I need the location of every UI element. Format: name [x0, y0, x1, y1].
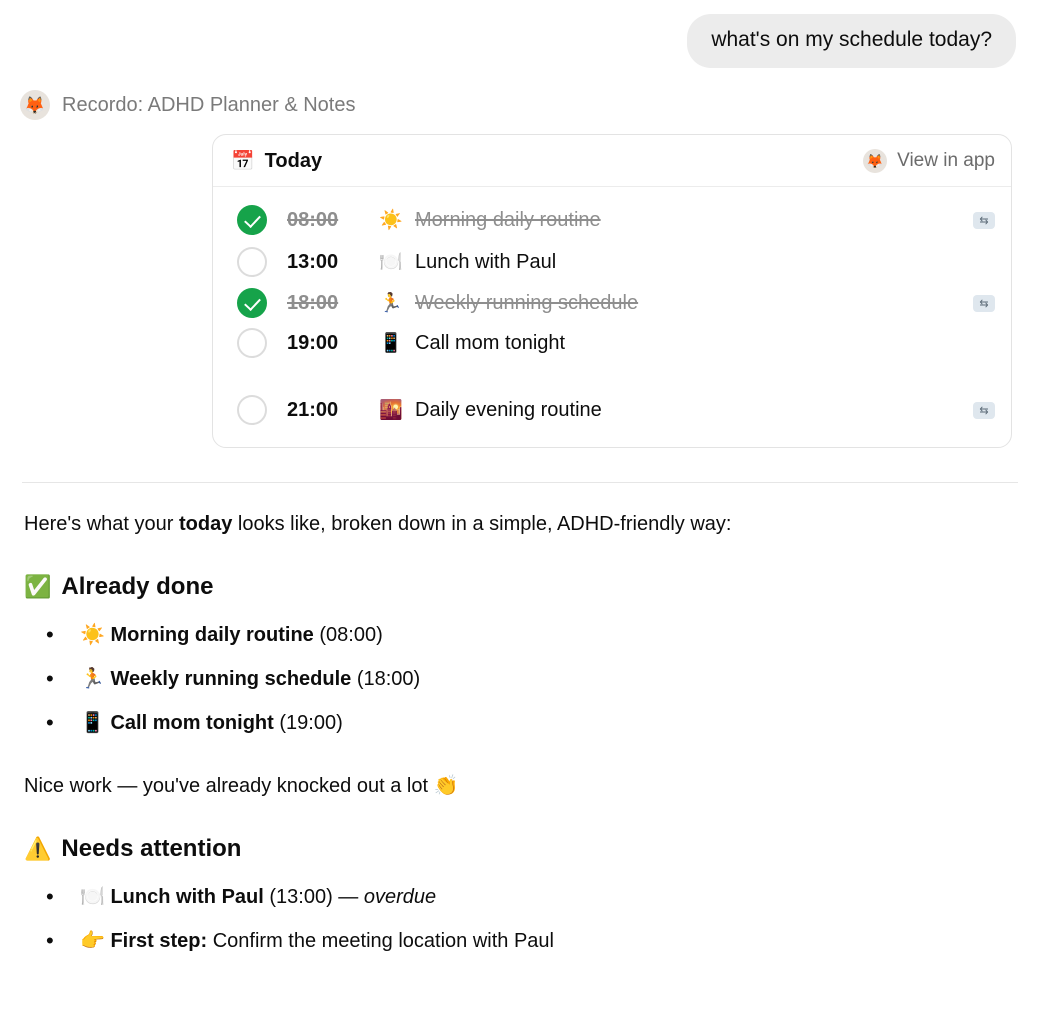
assistant-answer [0, 509, 1040, 963]
task-title: Weekly running schedule [415, 291, 639, 314]
item-time: (13:00) [269, 886, 333, 908]
repeat-icon: ⇆ [973, 212, 995, 229]
task-checkbox[interactable] [237, 328, 267, 358]
task-checkbox[interactable] [237, 395, 267, 425]
section-needs-attention-heading [24, 835, 1016, 863]
view-in-app-button[interactable] [863, 149, 995, 173]
section-title: Already done [61, 573, 214, 600]
task-list [213, 187, 1011, 447]
task-title: Lunch with Paul [415, 250, 557, 273]
item-label: Lunch with Paul [110, 886, 264, 908]
app-avatar-small-icon: 🦊 [863, 149, 887, 173]
status-badge: overdue [363, 886, 437, 908]
check-mark-icon: ✅ [24, 574, 52, 599]
list-item [46, 701, 1016, 745]
item-emoji-icon: ☀️ [80, 624, 105, 646]
item-label: Morning daily routine [110, 624, 314, 646]
repeat-icon: ⇆ [973, 295, 995, 312]
repeat-icon-placeholder [973, 254, 995, 271]
table-row[interactable] [213, 323, 1011, 363]
intro-text-pre: Here's what your [24, 513, 179, 535]
intro-text-post: looks like, broken down in a simple, ADHD-friendly way: [232, 513, 732, 535]
app-name-label: Recordo: ADHD Planner & Notes [62, 93, 356, 116]
section-already-done-heading [24, 573, 1016, 601]
needs-attention-list [24, 875, 1016, 963]
calendar-icon: 📅 [231, 150, 255, 172]
intro-paragraph [24, 509, 1016, 539]
task-checkbox[interactable] [237, 205, 267, 235]
task-title: Daily evening routine [415, 398, 602, 421]
item-emoji-icon: 📱 [80, 712, 105, 734]
warning-icon: ⚠️ [24, 836, 52, 861]
section-title: Needs attention [61, 835, 242, 862]
app-avatar-icon: 🦊 [20, 90, 50, 120]
item-time: (18:00) [356, 668, 421, 690]
item-time: (08:00) [319, 624, 383, 646]
table-row[interactable] [213, 241, 1011, 283]
table-row[interactable] [213, 283, 1011, 323]
item-label: Weekly running schedule [110, 668, 352, 690]
list-item [46, 657, 1016, 701]
list-item [46, 613, 1016, 657]
table-row[interactable] [213, 389, 1011, 431]
list-item [46, 875, 1016, 919]
task-checkbox[interactable] [237, 247, 267, 277]
table-row[interactable] [213, 199, 1011, 241]
task-time: 13:00 [287, 250, 339, 273]
item-emoji-icon: 🍽️ [80, 886, 105, 908]
schedule-card [212, 134, 1012, 448]
task-emoji-icon: 🏃 [379, 292, 403, 314]
item-suffix: — [332, 886, 364, 908]
card-header-left [231, 150, 322, 173]
task-title: Morning daily routine [415, 208, 601, 231]
view-in-app-label: View in app [897, 150, 995, 171]
section-divider [22, 482, 1018, 483]
task-checkbox[interactable] [237, 288, 267, 318]
task-title: Call mom tonight [415, 331, 566, 354]
schedule-card-wrap [0, 126, 1040, 448]
task-time: 18:00 [287, 291, 339, 314]
app-header [0, 68, 1040, 126]
item-time: (19:00) [279, 712, 343, 734]
user-message-row [0, 0, 1040, 68]
first-step-text: Confirm the meeting location with Paul [207, 930, 554, 952]
repeat-icon: ⇆ [973, 402, 995, 419]
already-done-list [24, 613, 1016, 745]
schedule-card-header [213, 135, 1011, 187]
task-emoji-icon: ☀️ [379, 209, 403, 231]
done-note: Nice work — you've already knocked out a lot 👏 [24, 775, 459, 797]
first-step-item [46, 919, 1016, 963]
pointing-hand-icon: 👉 [80, 930, 105, 952]
task-time: 19:00 [287, 331, 339, 354]
task-emoji-icon: 🌇 [379, 399, 403, 421]
task-time: 21:00 [287, 398, 339, 421]
item-emoji-icon: 🏃 [80, 668, 105, 690]
user-message-bubble: what's on my schedule today? [687, 14, 1016, 68]
item-label: Call mom tonight [110, 712, 274, 734]
first-step-label: First step: [110, 930, 208, 952]
card-title: Today [264, 149, 323, 172]
task-time: 08:00 [287, 208, 339, 231]
task-emoji-icon: 🍽️ [379, 251, 403, 273]
repeat-icon-placeholder [973, 335, 995, 352]
task-emoji-icon: 📱 [379, 332, 403, 354]
intro-text-bold: today [179, 513, 233, 535]
